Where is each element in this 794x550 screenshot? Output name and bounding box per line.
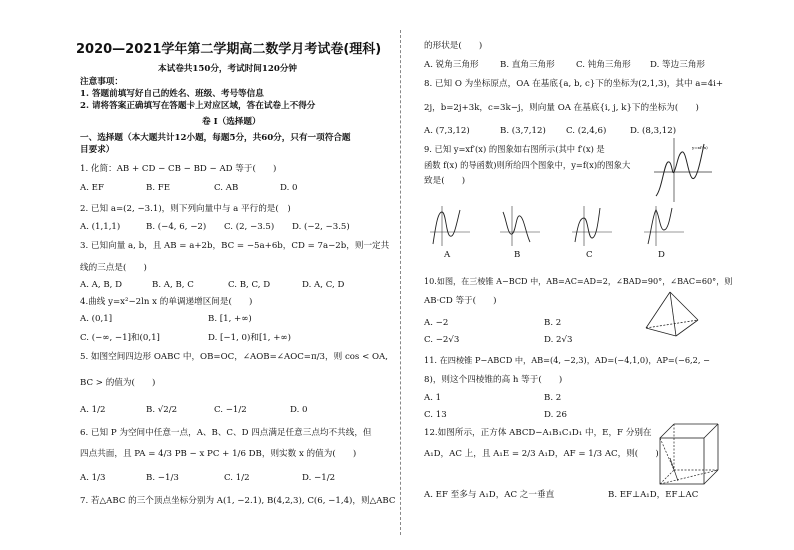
q8-option-c: C. (2,4,6): [566, 126, 607, 136]
question-10-line-1: 10.如图，在三棱锥 A−BCD 中，AB=AC=AD=2，∠BAD=90°，∠BAC=60°，则: [424, 276, 733, 286]
q3-option-b: B. A, B, C: [152, 280, 194, 290]
question-11-line-1: 11. 在四棱锥 P−ABCD 中，AB=(4, −2,3)，AD=(−4,1,0)，AP=(−6,2, −: [424, 355, 710, 365]
q9-graph-label: y=xf′(x): [692, 145, 708, 150]
q6-option-b: B. −1/3: [146, 473, 179, 483]
q9-graph-c: [570, 204, 614, 248]
q7-option-c: C. 钝角三角形: [576, 60, 631, 70]
q9-graph-b: [498, 204, 542, 248]
question-9-line-2: 函数 f(x) 的导函数)则所给四个图象中，y=f(x)的图象大: [424, 160, 631, 170]
question-8-line-2: 2j，b=2j+3k，c=3k−j，则向量 OA 在基底{i, j, k}下的坐标为( ): [424, 103, 699, 113]
q10-option-b: B. 2: [544, 318, 562, 328]
q1-option-c: C. AB: [214, 183, 239, 193]
q3-option-a: A. A, B, D: [80, 280, 123, 290]
q3-option-d: D. A, C, D: [302, 280, 345, 290]
q5-option-a: A. 1/2: [80, 405, 106, 415]
question-5-line-2: BC > 的值为( ): [80, 378, 156, 388]
q2-option-c: C. (2, −3.5): [224, 222, 275, 232]
right-column: [424, 0, 733, 550]
q12-option-b: B. EF⊥A₁D，EF⊥AC: [608, 490, 699, 500]
q7-option-b: B. 直角三角形: [500, 60, 555, 70]
q5-option-d: D. 0: [290, 405, 308, 415]
question-6-line-1: 6. 已知 P 为空间中任意一点，A、B、C、D 四点满足任意三点均不共线，但: [80, 428, 372, 438]
section-heading-2: 目要求）: [80, 145, 115, 155]
q10-option-d: D. 2√3: [544, 335, 573, 345]
q6-option-d: D. −1/2: [302, 473, 336, 483]
question-10-line-2: AB·CD 等于( ): [424, 296, 497, 306]
q2-option-b: B. (−4, 6, −2): [146, 222, 207, 232]
section-heading-1: 一、选择题（本大题共计12小题，每题5分，共60分，只有一项符合题: [80, 133, 351, 143]
q9-option-a: A: [444, 250, 451, 260]
q12-cube-figure: [656, 420, 720, 490]
notice-title: 注意事项：: [80, 77, 123, 87]
left-column: [76, 0, 396, 550]
question-6-line-2: 四点共面，且 PA = 4/3 PB − x PC + 1/6 DB，则实数 x 的值为( ): [80, 449, 357, 459]
q6-option-c: C. 1/2: [224, 473, 250, 483]
q9-graph-a: [428, 204, 472, 248]
q2-option-a: A. (1,1,1): [80, 222, 121, 232]
q12-option-a: A. EF 至多与 A₁D，AC 之一垂直: [424, 490, 555, 500]
question-9-line-3: 致是( ): [424, 176, 466, 186]
q8-option-d: D. (8,3,12): [630, 126, 677, 136]
question-4: 4.曲线 y=x²−2ln x 的单调递增区间是( ): [80, 297, 253, 307]
q8-option-a: A. (7,3,12): [424, 126, 470, 136]
question-9-line-1: 9. 已知 y=xf′(x) 的图象如右图所示(其中 f′(x) 是: [424, 144, 605, 154]
question-12-line-1: 12.如图所示，正方体 ABCD−A₁B₁C₁D₁ 中，E，F 分别在: [424, 428, 652, 438]
notice-2: 2. 请将答案正确填写在答题卡上对应区域，答在试卷上不得分: [80, 101, 316, 111]
q3-option-c: C. B, C, D: [228, 280, 271, 290]
q4-option-b: B. [1, +∞): [208, 314, 252, 324]
q10-option-a: A. −2: [424, 318, 449, 328]
q1-option-a: A. EF: [80, 183, 104, 193]
notice-1: 1. 答题前填写好自己的姓名、班级、考号等信息: [80, 89, 264, 99]
q9-main-graph: [652, 134, 714, 204]
q7-option-a: A. 锐角三角形: [424, 60, 479, 70]
q10-tetrahedron-figure: [642, 290, 702, 338]
volume-heading: 卷 I（选择题）: [202, 117, 261, 127]
question-5-line-1: 5. 如图空间四边形 OABC 中，OB=OC，∠AOB=∠AOC=π/3，则 cos < OA,: [80, 352, 388, 362]
q11-option-c: C. 13: [424, 410, 447, 420]
q4-option-c: C. (−∞, −1]和(0,1]: [80, 333, 160, 343]
q2-option-d: D. (−2, −3.5): [292, 222, 350, 232]
q9-option-c: C: [586, 250, 593, 260]
question-3-line-1: 3. 已知向量 a, b，且 AB = a+2b，BC = −5a+6b，CD = 7a−2b，则一定共: [80, 241, 390, 251]
question-7-continued: 的形状是( ): [424, 41, 483, 51]
q5-option-c: C. −1/2: [214, 405, 247, 415]
question-3-line-2: 线的三点是( ): [80, 263, 147, 273]
q7-option-d: D. 等边三角形: [650, 60, 706, 70]
column-divider: [400, 30, 401, 535]
q8-option-b: B. (3,7,12): [500, 126, 546, 136]
q11-option-d: D. 26: [544, 410, 567, 420]
question-2: 2. 已知 a=(2, −3.1)，则下列向量中与 a 平行的是( ): [80, 204, 291, 214]
question-1: 1. 化简：AB + CD − CB − BD − AD 等于( ): [80, 164, 277, 174]
q6-option-a: A. 1/3: [80, 473, 106, 483]
q1-option-d: D. 0: [280, 183, 298, 193]
q9-graph-d: [642, 204, 686, 248]
q4-option-d: D. [−1, 0)和[1, +∞): [208, 333, 291, 343]
question-11-line-2: 8)，则这个四棱锥的高 h 等于( ): [424, 375, 563, 385]
q9-option-d: D: [658, 250, 665, 260]
question-8-line-1: 8. 已知 O 为坐标原点，OA 在基底{a, b, c}下的坐标为(2,1,3)，其中 a=4i+: [424, 79, 724, 89]
q4-option-a: A. (0,1]: [80, 314, 113, 324]
exam-subtitle: 本试卷共150分，考试时间120分钟: [158, 64, 298, 74]
q11-option-b: B. 2: [544, 393, 562, 403]
q1-option-b: B. FE: [146, 183, 171, 193]
q5-option-b: B. √2/2: [146, 405, 178, 415]
question-7: 7. 若△ABC 的三个顶点坐标分别为 A(1, −2.1), B(4,2,3), C(6, −1,4)，则△ABC: [80, 496, 396, 506]
exam-title: 2020—2021学年第二学期高二数学月考试卷(理科): [76, 42, 382, 57]
q11-option-a: A. 1: [424, 393, 442, 403]
q9-option-b: B: [514, 250, 521, 260]
question-12-line-2: A₁D，AC 上，且 A₁E = 2/3 A₁D，AF = 1/3 AC，则( ): [424, 449, 659, 459]
q10-option-c: C. −2√3: [424, 335, 460, 345]
